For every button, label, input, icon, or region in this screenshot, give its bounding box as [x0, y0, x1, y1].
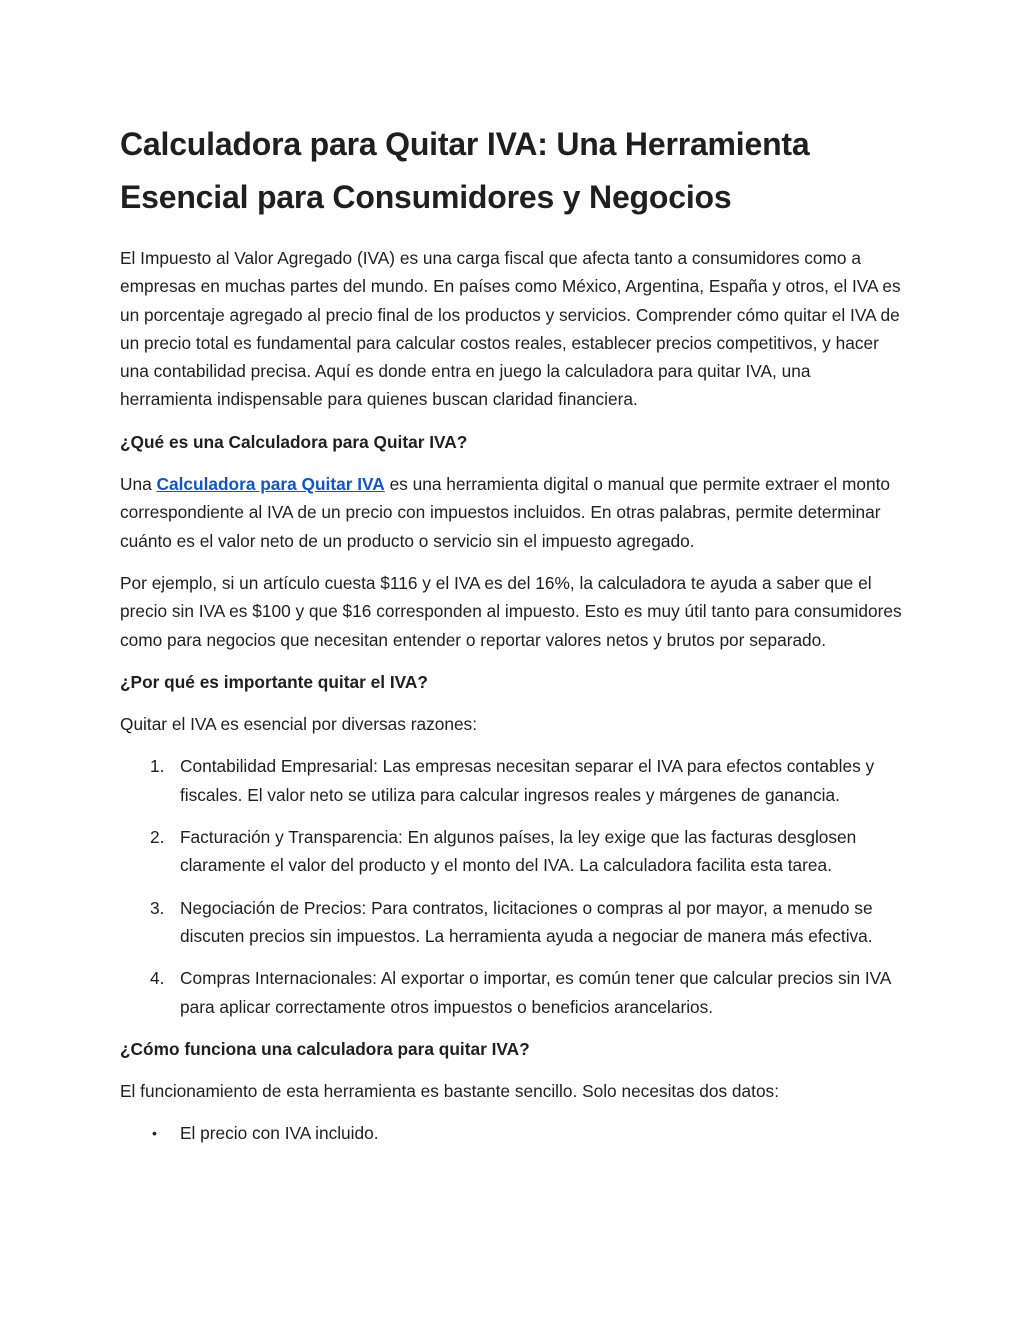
list-item-text: Compras Internacionales: Al exportar o importar, es común tener que calcular precios sin IVA para aplicar correctamente otros impuestos o beneficios arancelarios. — [180, 968, 891, 1017]
list-item-text: Contabilidad Empresarial: Las empresas necesitan separar el IVA para efectos contables y fiscales. El valor neto se utiliza para calcular ingresos reales y márgenes de ganancia. — [180, 756, 875, 805]
section-heading-what-is: ¿Qué es una Calculadora para Quitar IVA? — [120, 431, 468, 452]
list-item-text: El precio con IVA incluido. — [180, 1123, 379, 1144]
section-heading-why-important: ¿Por qué es importante quitar el IVA? — [120, 671, 428, 692]
definition-prefix: Una — [120, 474, 157, 495]
list-item — [120, 752, 906, 809]
list-item — [120, 823, 906, 880]
section-heading-how-works: ¿Cómo funciona una calculadora para quitar IVA? — [120, 1038, 530, 1059]
inputs-list — [120, 1119, 906, 1147]
bullet-icon: • — [152, 1125, 157, 1142]
list-item-text: Negociación de Precios: Para contratos, licitaciones o compras al por mayor, a menudo se discuten precios sin impuestos. La herramienta ayuda a negociar de manera más efectiva. — [180, 897, 873, 946]
how-works-intro: El funcionamiento de esta herramienta es bastante sencillo. Solo necesitas dos datos: — [120, 1081, 779, 1102]
list-number: 4. — [150, 968, 165, 989]
reasons-intro: Quitar el IVA es esencial por diversas razones: — [120, 714, 477, 735]
list-item — [120, 894, 906, 951]
list-item — [120, 1119, 906, 1147]
document-title: Calculadora para Quitar IVA: Una Herramienta Esencial para Consumidores y Negocios — [120, 126, 810, 215]
example-paragraph: Por ejemplo, si un artículo cuesta $116 y el IVA es del 16%, la calculadora te ayuda a saber que el precio sin IVA es $100 y que $16 corresponden al impuesto. Esto es muy útil tanto para consumidores como para negocios que necesitan entender o reportar valores netos y brutos por separado. — [120, 572, 902, 650]
intro-paragraph: El Impuesto al Valor Agregado (IVA) es una carga fiscal que afecta tanto a consumidores como a empresas en muchas partes del mundo. En países como México, Argentina, España y otros, el IVA es un porcentaje agregado al precio final de los productos y servicios. Comprender cómo quitar el IVA de un precio total es fundamental para calcular costos reales, establecer precios competitivos, y hacer una contabilidad precisa. Aquí es donde entra en juego la calculadora para quitar IVA, una herramienta indispensable para quienes buscan claridad financiera. — [120, 248, 901, 410]
definition-suffix: es una herramienta digital o manual que permite extraer el monto correspondiente al IVA de un precio con impuestos incluidos. En otras palabras, permite determinar cuánto es el valor neto de un producto o servicio sin el impuesto agregado. — [120, 474, 891, 551]
definition-paragraph — [120, 470, 906, 555]
list-number: 3. — [150, 897, 165, 918]
list-number: 1. — [150, 756, 165, 777]
list-item — [120, 964, 906, 1021]
calculator-link[interactable]: Calculadora para Quitar IVA — [156, 474, 385, 495]
document-page — [120, 118, 906, 1162]
list-item-text: Facturación y Transparencia: En algunos países, la ley exige que las facturas desglosen claramente el valor del producto y el monto del IVA. La calculadora facilita esta tarea. — [180, 827, 857, 876]
reasons-list — [120, 752, 906, 1020]
list-number: 2. — [150, 827, 165, 848]
